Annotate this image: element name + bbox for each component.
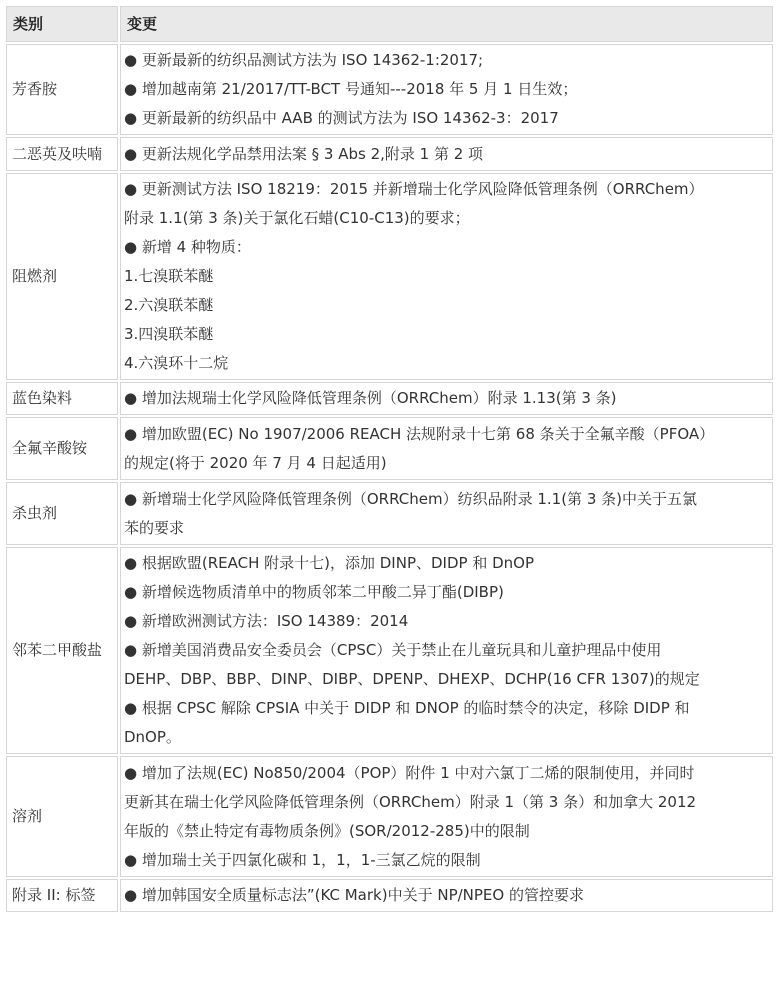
change-cell bbox=[120, 44, 773, 135]
header-row bbox=[6, 6, 773, 42]
change-cell bbox=[120, 879, 773, 912]
category-cell: 溶剂 bbox=[6, 756, 118, 877]
change-line: ● 更新测试方法 ISO 18219：2015 并新增瑞士化学风险降低管理条例（ORRChem） bbox=[124, 180, 704, 198]
change-line: 3.四溴联苯醚 bbox=[124, 325, 214, 343]
change-line: ● 新增候选物质清单中的物质邻苯二甲酸二异丁酯(DIBP) bbox=[124, 583, 504, 601]
change-line: ● 新增 4 种物质： bbox=[124, 238, 251, 256]
table-row bbox=[6, 382, 773, 415]
change-line: ● 增加韩国安全质量标志法”(KC Mark)中关于 NP/NPEO 的管控要求 bbox=[124, 886, 584, 904]
change-line: 年版的《禁止特定有毒物质条例》(SOR/2012-285)中的限制 bbox=[124, 821, 530, 840]
category-cell: 蓝色染料 bbox=[6, 382, 118, 415]
change-line: ● 新增欧洲测试方法：ISO 14389：2014 bbox=[124, 612, 409, 630]
change-cell bbox=[120, 173, 773, 380]
change-line: 4.六溴环十二烷 bbox=[124, 354, 229, 372]
change-cell bbox=[120, 482, 773, 545]
table-row bbox=[6, 137, 773, 171]
category-cell: 阻燃剂 bbox=[6, 173, 118, 380]
change-line: ● 增加瑞士关于四氯化碳和 1，1，1-三氯乙烷的限制 bbox=[124, 850, 481, 869]
change-line: 的规定(将于 2020 年 7 月 4 日起适用) bbox=[124, 453, 387, 472]
change-line: 2.六溴联苯醚 bbox=[124, 296, 214, 314]
category-cell: 全氟辛酸铵 bbox=[6, 417, 118, 480]
change-line: ● 增加法规瑞士化学风险降低管理条例（ORRChem）附录 1.13(第 3 条) bbox=[124, 389, 617, 407]
category-cell: 芳香胺 bbox=[6, 44, 118, 135]
change-line: 附录 1.1(第 3 条)关于氯化石蜡(C10-C13)的要求； bbox=[124, 209, 470, 227]
change-line: ● 更新最新的纺织品测试方法为 ISO 14362-1:2017; bbox=[124, 51, 484, 69]
change-cell bbox=[120, 417, 773, 480]
change-cell bbox=[120, 756, 773, 877]
change-line: 1.七溴联苯醚 bbox=[124, 267, 214, 285]
change-cell bbox=[120, 547, 773, 754]
change-line: ● 增加越南第 21/2017/TT-BCT 号通知---2018 年 5 月 1 日生效； bbox=[124, 80, 578, 98]
change-line: 更新其在瑞士化学风险降低管理条例（ORRChem）附录 1（第 3 条）和加拿大 2012 bbox=[124, 792, 697, 811]
header-change: 变更 bbox=[120, 6, 773, 42]
change-line: DnOP。 bbox=[124, 728, 181, 746]
change-line: ● 根据欧盟(REACH 附录十七)，添加 DINP、DIDP 和 DnOP bbox=[124, 554, 535, 572]
change-cell bbox=[120, 137, 773, 171]
change-line: ● 增加了法规(EC) No850/2004（POP）附件 1 中对六氯丁二烯的限制使用，并同时 bbox=[124, 763, 695, 782]
change-line: ● 根据 CPSC 解除 CPSIA 中关于 DIDP 和 DNOP 的临时禁令的决定，移除 DIDP 和 bbox=[124, 699, 690, 717]
table-row bbox=[6, 482, 773, 545]
change-line: ● 新增美国消费品安全委员会（CPSC）关于禁止在儿童玩具和儿童护理品中使用 bbox=[124, 641, 662, 659]
category-cell: 附录 II: 标签 bbox=[6, 879, 118, 912]
table-row bbox=[6, 879, 773, 912]
change-line: 苯的要求 bbox=[124, 518, 185, 537]
change-line: ● 更新法规化学品禁用法案 § 3 Abs 2,附录 1 第 2 项 bbox=[124, 144, 484, 163]
category-cell: 二恶英及呋喃 bbox=[6, 137, 118, 171]
table-row bbox=[6, 417, 773, 480]
table-row bbox=[6, 173, 773, 380]
change-line: DEHP、DBP、BBP、DINP、DIBP、DPENP、DHEXP、DCHP(16 CFR 1307)的规定 bbox=[124, 670, 700, 688]
change-line: ● 新增瑞士化学风险降低管理条例（ORRChem）纺织品附录 1.1(第 3 条)中关于五氯 bbox=[124, 489, 697, 508]
change-line: ● 更新最新的纺织品中 AAB 的测试方法为 ISO 14362-3：2017 bbox=[124, 109, 559, 127]
category-cell: 杀虫剂 bbox=[6, 482, 118, 545]
table-row bbox=[6, 44, 773, 135]
changes-table bbox=[4, 4, 775, 914]
change-cell bbox=[120, 382, 773, 415]
header-category: 类别 bbox=[6, 6, 118, 42]
category-cell: 邻苯二甲酸盐 bbox=[6, 547, 118, 754]
table-row bbox=[6, 547, 773, 754]
change-line: ● 增加欧盟(EC) No 1907/2006 REACH 法规附录十七第 68 条关于全氟辛酸（PFOA） bbox=[124, 424, 715, 443]
table-row bbox=[6, 756, 773, 877]
